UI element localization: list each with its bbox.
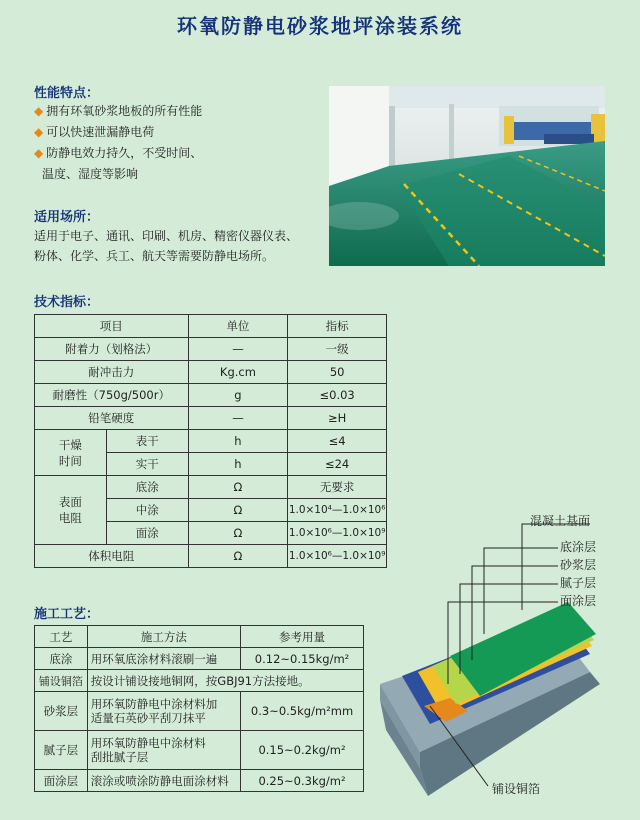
features-list [34,101,202,185]
list-item [34,143,202,164]
table-cell: ≤4 [288,430,387,453]
application-heading: 适用场所： [34,210,100,225]
column-header: 单位 [188,315,288,338]
table-row [35,692,364,731]
table-row [35,648,364,670]
list-item-continuation: 温度、湿度等影响 [42,167,139,181]
table-cell: 0.15~0.2kg/m² [241,731,364,770]
column-header: 指标 [288,315,387,338]
tech-spec-table [34,314,387,568]
table-cell: — [188,407,288,430]
list-item-text: 拥有环氧砂浆地板的所有性能 [46,104,203,118]
layer-label: 面涂层 [560,594,597,608]
table-cell: 腻子层 [35,731,88,770]
table-cell: 体积电阻 [35,545,189,568]
layer-label: 底涂层 [560,540,597,554]
copper-foil-label: 铺设铜箔 [492,782,541,796]
table-cell: 50 [288,361,387,384]
table-cell: h [188,453,288,476]
application-line: 适用于电子、通讯、印刷、机房、精密仪器仪表、 [34,229,299,243]
table-cell: 用环氧防静电中涂材料加 适量石英砂平刮刀抹平 [87,692,240,731]
table-row [35,430,387,453]
table-row [35,338,387,361]
table-cell: 面涂层 [35,770,88,792]
table-cell: 底涂 [106,476,188,499]
table-row [35,384,387,407]
layer-label: 腻子层 [560,576,597,590]
list-item-text: 可以快速泄漏静电荷 [46,125,155,139]
table-cell: Ω [188,476,288,499]
table-cell: g [188,384,288,407]
column-header: 工艺 [35,626,88,648]
column-header: 项目 [35,315,189,338]
diamond-bullet-icon: ◆ [34,125,44,139]
table-cell: 耐磨性（750g/500r） [35,384,189,407]
table-cell: 0.3~0.5kg/m²mm [241,692,364,731]
group-cell: 表面 电阻 [35,476,107,545]
layer-label: 砂浆层 [560,558,597,572]
table-cell: Ω [188,499,288,522]
table-row [35,670,364,692]
table-cell: 1.0×10⁶—1.0×10⁹ [288,545,387,568]
application-text [34,226,298,266]
table-cell: 用环氧底涂材料滚刷一遍 [87,648,240,670]
process-heading: 施工工艺： [34,607,100,622]
table-cell: 1.0×10⁴—1.0×10⁶ [288,499,387,522]
list-item [34,101,202,122]
table-cell: 底涂 [35,648,88,670]
table-cell: 0.12~0.15kg/m² [241,648,364,670]
column-header: 参考用量 [241,626,364,648]
table-row [35,361,387,384]
table-header-row [35,315,387,338]
table-cell: — [188,338,288,361]
group-cell: 干燥 时间 [35,430,107,476]
table-cell: 面涂 [106,522,188,545]
application-line: 粉体、化学、兵工、航天等需要防静电场所。 [34,249,275,263]
table-cell: 表干 [106,430,188,453]
table-cell: 按设计铺设接地铜网，按GBJ91方法接地。 [87,670,363,692]
table-row [35,476,387,499]
table-row [35,770,364,792]
table-cell: ≤0.03 [288,384,387,407]
diamond-bullet-icon: ◆ [34,104,44,118]
table-cell: 一级 [288,338,387,361]
layer-diagram [380,506,630,806]
table-cell: 0.25~0.3kg/m² [241,770,364,792]
table-cell: ≥H [288,407,387,430]
process-table [34,625,364,792]
factory-floor-photo [329,86,605,266]
table-cell: 滚涂或喷涂防静电面涂材料 [87,770,240,792]
table-cell: ≤24 [288,453,387,476]
diamond-bullet-icon: ◆ [34,146,44,160]
table-cell: h [188,430,288,453]
table-cell: 铅笔硬度 [35,407,189,430]
table-cell: 砂浆层 [35,692,88,731]
features-heading: 性能特点： [34,86,100,101]
table-row [35,545,387,568]
table-cell: Ω [188,522,288,545]
table-cell: 实干 [106,453,188,476]
table-cell: 中涂 [106,499,188,522]
table-cell: 耐冲击力 [35,361,189,384]
table-cell: 用环氧防静电中涂材料 刮批腻子层 [87,731,240,770]
list-item-text: 防静电效力持久，不受时间、 [46,146,203,160]
table-row [35,407,387,430]
page-title: 环氧防静电砂浆地坪涂装系统 [177,14,463,38]
layer-label: 混凝土基面 [530,514,591,528]
table-cell: 无要求 [288,476,387,499]
table-cell: 附着力（划格法） [35,338,189,361]
tech-heading: 技术指标： [34,295,100,310]
table-header-row [35,626,364,648]
table-cell: Kg.cm [188,361,288,384]
table-row [35,731,364,770]
table-cell: Ω [188,545,288,568]
list-item [34,122,202,143]
table-cell: 1.0×10⁶—1.0×10⁹ [288,522,387,545]
column-header: 施工方法 [87,626,240,648]
table-cell: 铺设铜箔 [35,670,88,692]
